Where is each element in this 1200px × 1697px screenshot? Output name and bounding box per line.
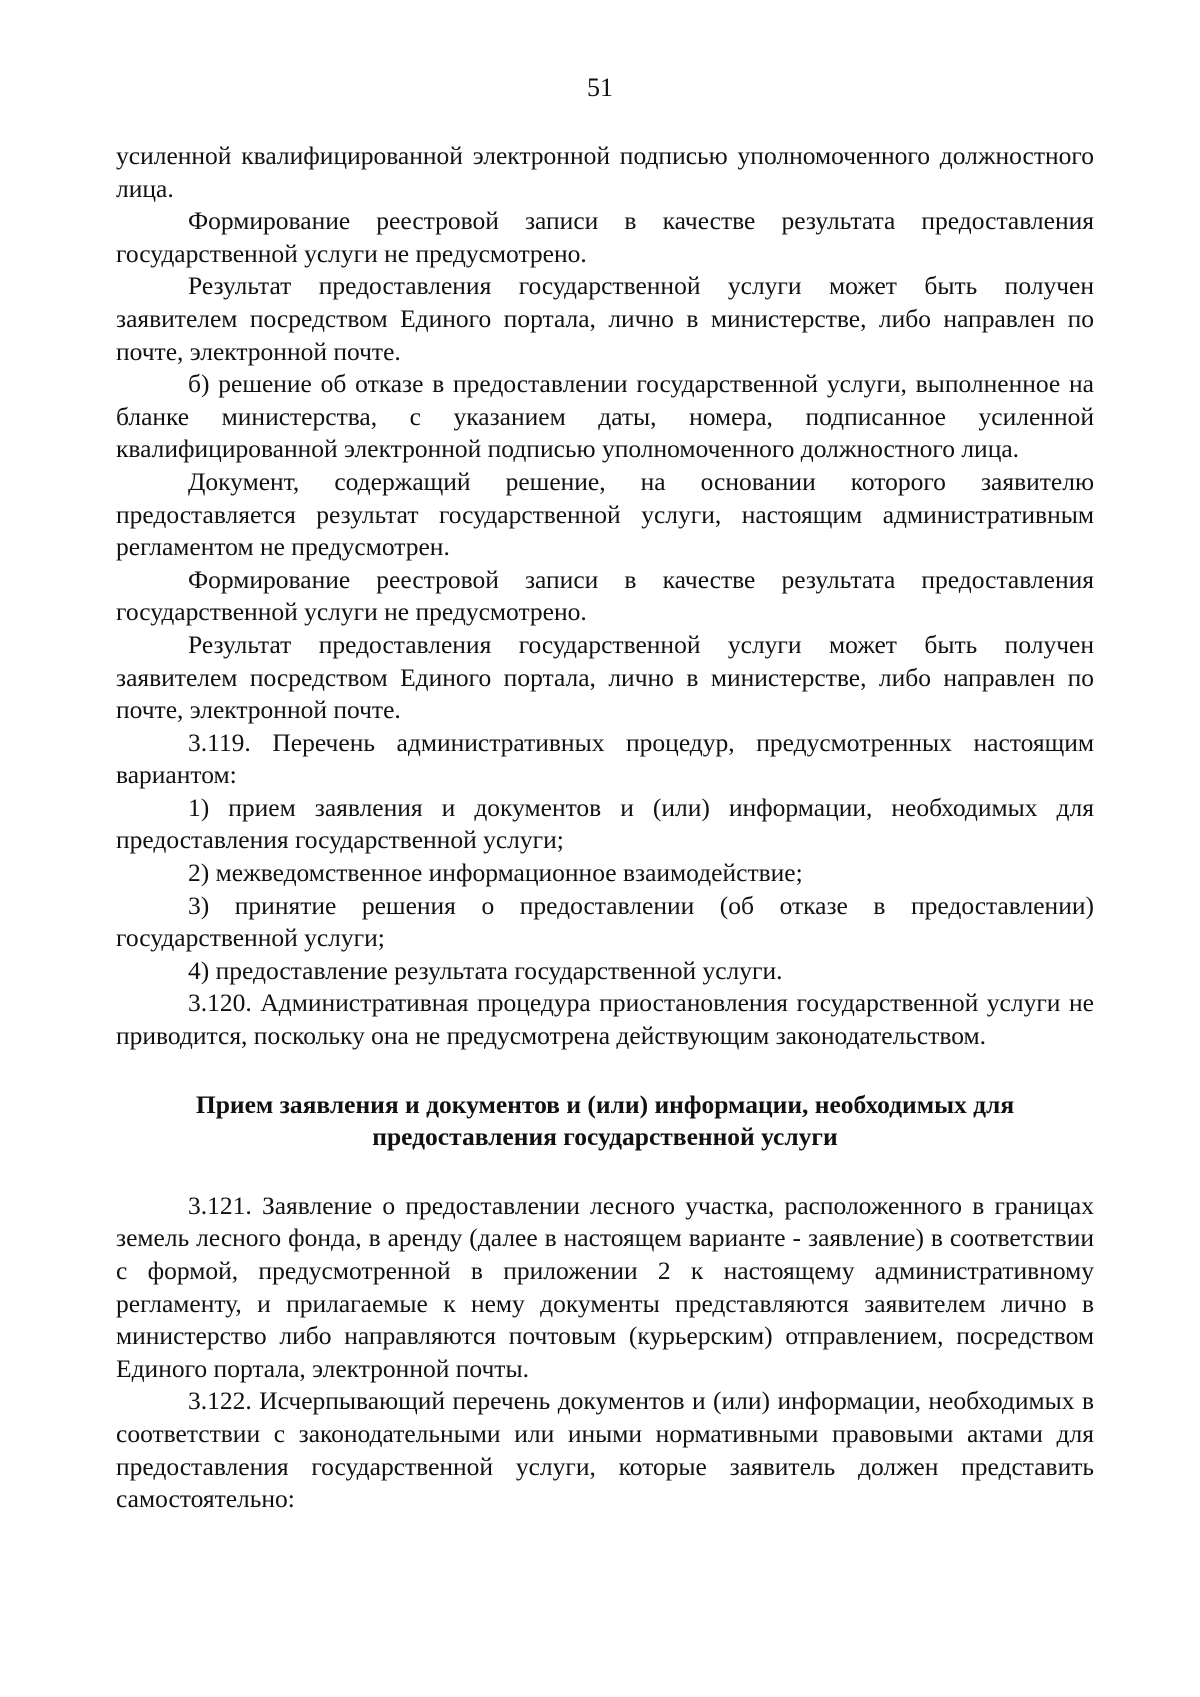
paragraph: Формирование реестровой записи в качестве результата предоставления государственной услуги не предусмотрено.	[116, 564, 1094, 627]
paragraph: Формирование реестровой записи в качестве результата предоставления государственной услуги не предусмотрено.	[116, 206, 1094, 268]
paragraph: Документ, содержащий решение, на основании которого заявителю предоставляется результат государственной услуги, настоящим административным регламентом не предусмотрен.	[116, 466, 1094, 562]
paragraph: 3.122. Исчерпывающий перечень документов и (или) информации, необходимых в соответствии с законодательными или иными нормативными правовыми актами для предоставления государственной услуги, которые заявитель должен представить самостоятельно:	[116, 1386, 1094, 1514]
paragraph: усиленной квалифицированной электронной подписью уполномоченного должностного лица.	[116, 141, 1094, 203]
list-item: 1) прием заявления и документов и (или) информации, необходимых для предоставления государственной услуги;	[116, 792, 1094, 855]
paragraph: Результат предоставления государственной услуги может быть получен заявителем посредством Единого портала, лично в министерстве, либо направлен по почте, электронной почте.	[116, 629, 1094, 725]
list-item: 3) принятие решения о предоставлении (об отказе в предоставлении) государственной услуги;	[116, 890, 1094, 953]
page-number: 51	[587, 73, 613, 102]
paragraphs-after-heading	[116, 1190, 1094, 1516]
paragraph: 3.120. Административная процедура приостановления государственной услуги не приводится, поскольку она не предусмотрена действующим законодательством.	[116, 988, 1094, 1051]
paragraph: 3.121. Заявление о предоставлении лесного участка, расположенного в границах земель лесного фонда, в аренду (далее в настоящем варианте - заявление) в соответствии с формой, предусмотренной в приложении 2 к настоящему административному регламенту, и прилагаемые к нему документы представляются заявителем лично в министерство либо направляются почтовым (курьерским) отправлением, посредством Единого портала, электронной почты.	[116, 1190, 1094, 1383]
paragraph: б) решение об отказе в предоставлении государственной услуги, выполненное на бланке министерства, с указанием даты, номера, подписанное усиленной квалифицированной электронной подписью уполномоченного должностного лица.	[116, 369, 1094, 464]
paragraphs-before-heading	[116, 140, 1094, 1053]
paragraph: Результат предоставления государственной услуги может быть получен заявителем посредством Единого портала, лично в министерстве, либо направлен по почте, электронной почте.	[116, 271, 1094, 366]
section-heading: Прием заявления и документов и (или) информации, необходимых для предоставления государственной услуги	[195, 1089, 1015, 1152]
list-item: 4) предоставление результата государственной услуги.	[188, 955, 783, 985]
list-item: 2) межведомственное информационное взаимодействие;	[188, 858, 803, 888]
document-body	[116, 140, 1094, 1516]
paragraph: 3.119. Перечень административных процедур, предусмотренных настоящим вариантом:	[116, 727, 1094, 790]
